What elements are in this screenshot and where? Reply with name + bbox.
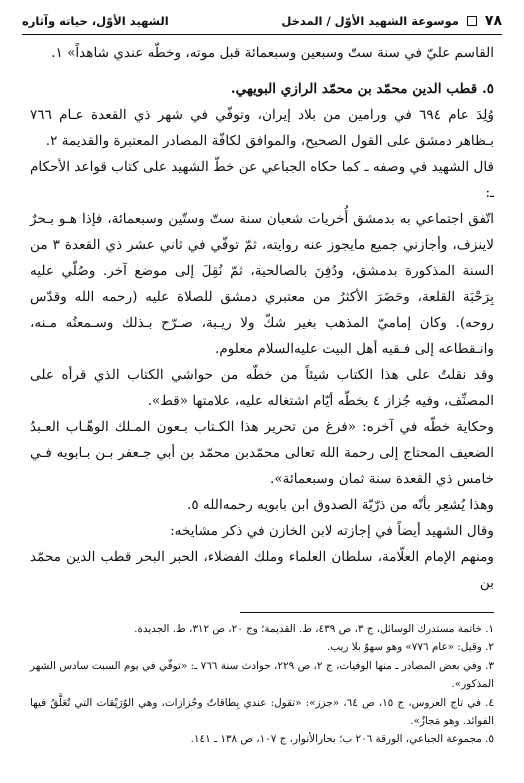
paragraph: قال الشهيد في وصفه ـ كما حكاه الجباعي عن خطّ الشهيد على كتاب قواعد الأحكام ـ: (30, 159, 494, 201)
paragraph: ومنهم الإمام العلّامة، سلطان العلماء وملك الفضلاء، الحبر البحر قطب الدين محمّد بن (30, 549, 494, 591)
section-heading: ٥. قطب الدين محمّد بن محمّد الرازي البويهي. (230, 81, 494, 97)
footnote: ٥. مجموعة الجباعي، الورقة ٢٠٦ ب؛ بحارالأنوار، ج ١٠٧، ص ١٣٨ ـ ١٤١. (190, 733, 494, 746)
footnote: ٢. وقيل: «عام ٧٧٦» وهو سهوٌ بلا ريب. (326, 641, 494, 654)
header-chapter-title: الشهيد الأوّل، حياته وآثاره (22, 14, 169, 28)
quotation: اتّفق اجتماعي به بدمشق أُخريات شعبان سنة ستّ وستّين وسبعمائة، فإذا هـو بـحرٌ لاينزف، وأجازني جميع مايجوز عنه روايته، ثمّ توفّي في ثاني عشر ذي القعدة ٣ من السنة المذكورة بدمشق، ودُفِنَ بالصالحية، ثمّ نُقِلَ إلى موضع آخر. وصُلّي عليه بِرَحْبَة القلعة، وحَضَرَ الأكثرُ من معتبري دمشق للصلاة عليه (رحمه الله وقدّس روحه). وكان إماميّ المذهب بغير شكّ ولا ريـبة، صـرّح بـذلك وسـمعتُه مـنه، وانـقطاعه إلى فـقيه أهل البيت عليه‌السلام معلوم. (30, 211, 494, 357)
footnote-rule (240, 612, 494, 613)
paragraph: القاسم عليّ في سنة ستّ وسبعين وسبعمائة قبل موته، وخطّه عندي شاهداً» ١. (51, 45, 494, 61)
footnote: ١. خاتمة مستدرك الوسائل، ج ٣، ص ٤٣٩، ط. القديمة؛ وج ٢٠، ص ٣١٢، ط. الجديدة. (134, 623, 494, 635)
main-text (30, 40, 494, 596)
page-number: ٧٨ (484, 13, 502, 29)
header-right (281, 13, 502, 29)
footnote: ٤. في تاج العروس، ج ١٥، ص ٦٤، «جزز»: «تقول: عندي بِطاقاتٌ وجُزازات، وهي الوُرَيْقات التي تُعَلَّقُ فيها الفوائد. وهو مَجازٌ». (30, 696, 494, 728)
footnote: ٣. وفي بعض المصادر ـ منها الوفيات، ج ٢، ص ٢٢٩، حوادث سنة ٧٦٦ ـ: «توفّي في يوم السبت سادس الشهر المذكور». (30, 659, 494, 691)
running-header (22, 10, 502, 32)
square-separator-icon (467, 16, 477, 26)
paragraph: وحكاية خطّه في آخره: «فرغ من تحرير هذا الكـتاب بـعون المـلك الوهّـاب العـبدُ الضعيف المحتاج إلى رحمة الله تعالى محمّدبن محمّد بن أبي جـعفر بـن بـابويه فـي خامس ذي القعدة سنة ثمان وسبعمائة». (30, 419, 494, 487)
paragraph: وهذا يُشعِر بأنّه من ذرّيّة الصدوق ابن بابويه رحمه‌الله ٥. (187, 497, 494, 513)
header-rule (22, 34, 502, 35)
paragraph: وُلِدَ عام ٦٩٤ في ورامين من بلاد إيران، وتوفّي في شهر ذي القعدة عـام ٧٦٦ بـظاهر دمشق على القول الصحيح، والموافق لكافّة المصادر المعتبرة والقديمة ٢. (30, 107, 494, 149)
spacer (30, 66, 494, 76)
paragraph: وقال الشهيد أيضاً في إجازته لابن الخازن في ذكر مشايخه: (170, 523, 494, 539)
header-book-title: موسوعة الشهيد الأوّل / المدخل (281, 14, 459, 28)
footnotes (30, 620, 494, 749)
paragraph: وقد نقلتُ على هذا الكتاب شيئاً من خطّه من حواشي الكتاب الذي قرأه على المصنِّف، وفيه جُزاز ٤ بخطّه أيّام اشتغاله عليه، علامتها «قط». (30, 367, 494, 409)
